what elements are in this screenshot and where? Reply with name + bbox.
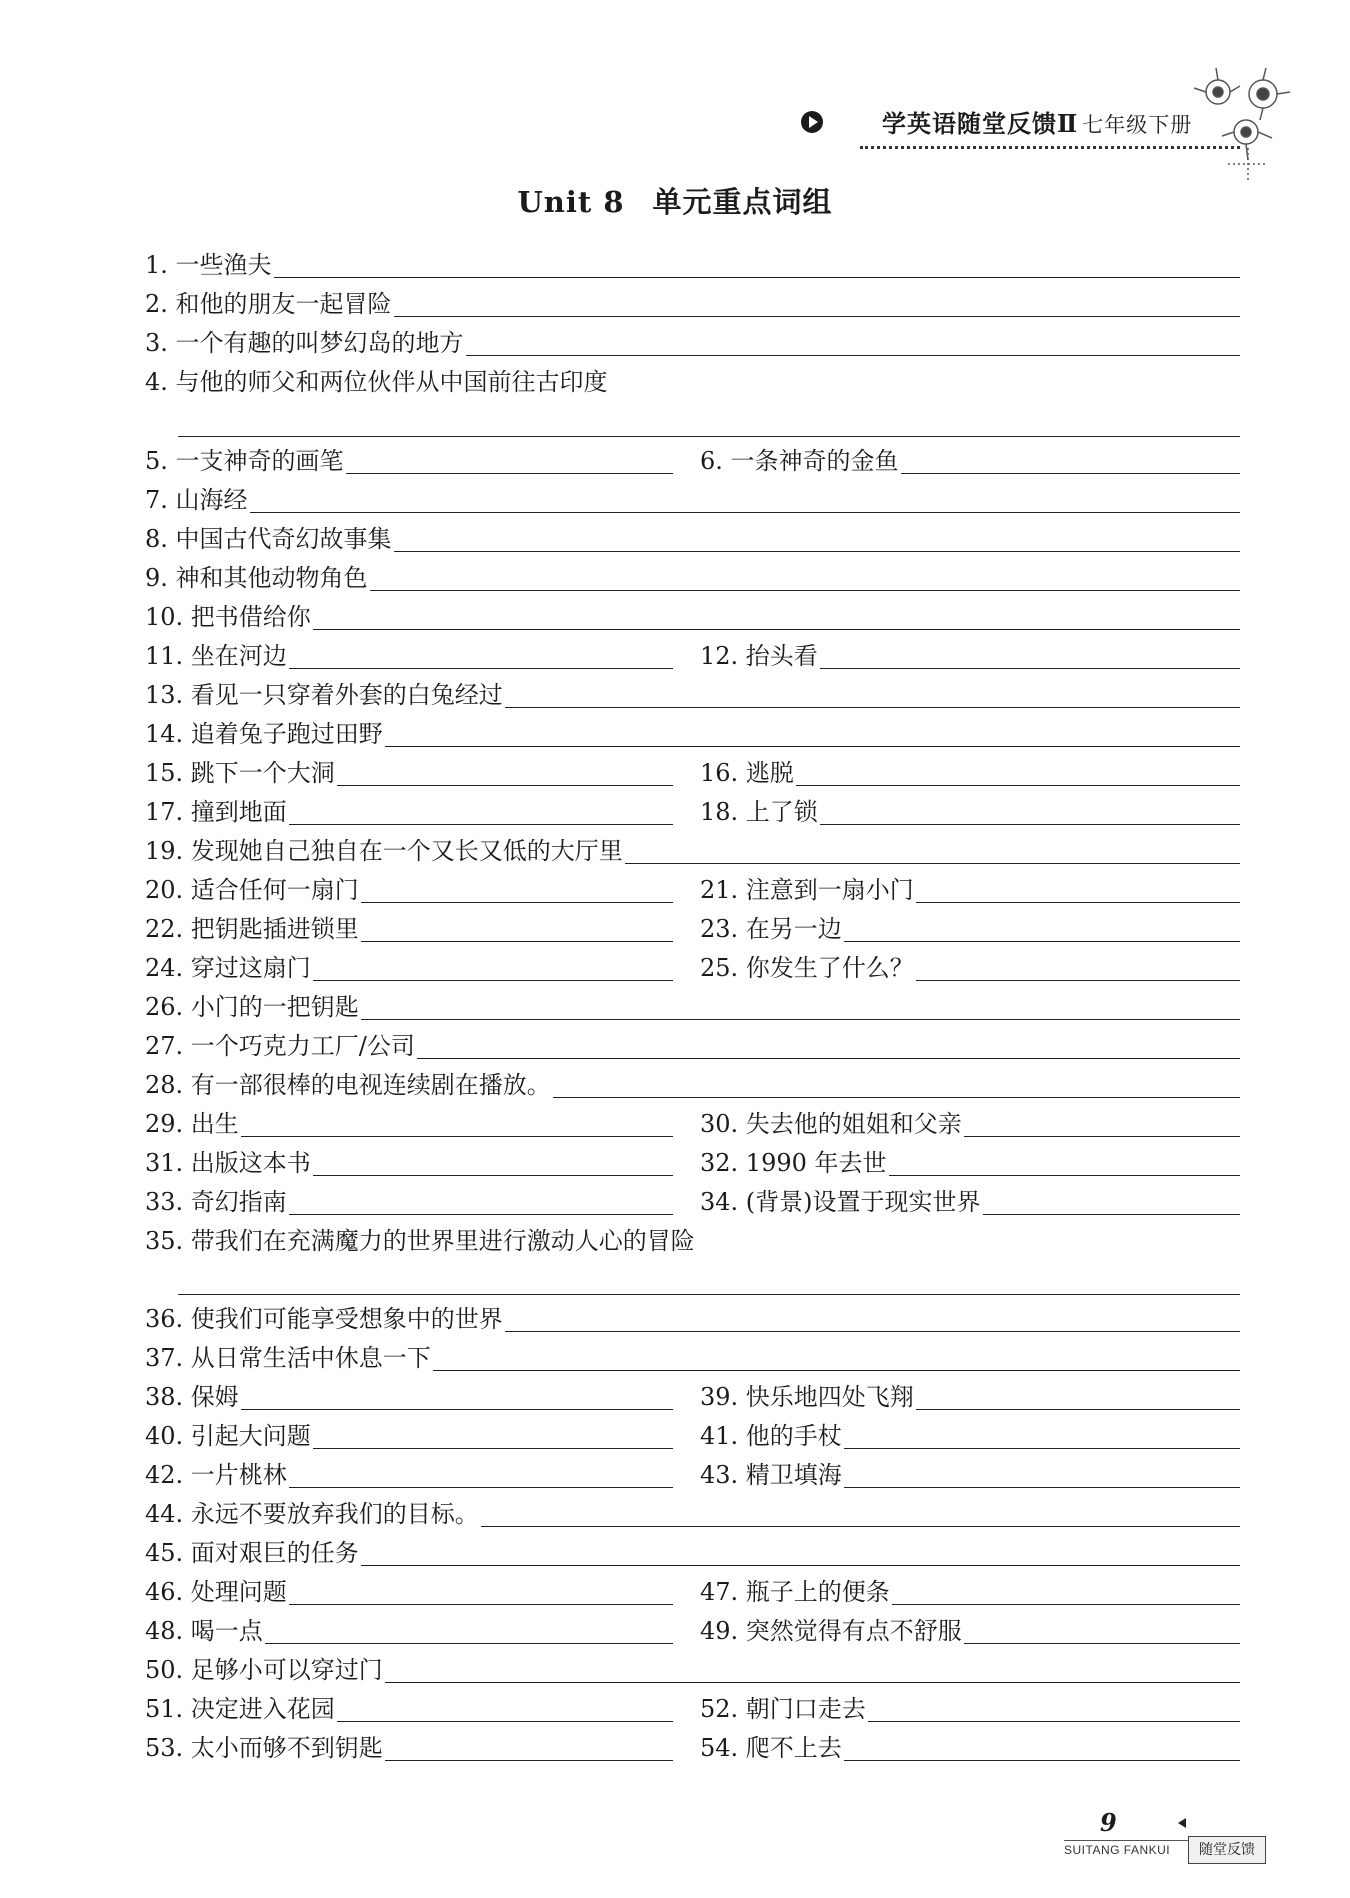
answer-blank[interactable] — [466, 351, 1240, 356]
grade-label: 七年级下册 — [1082, 113, 1193, 137]
answer-blank[interactable] — [370, 586, 1240, 591]
phrase-item: 39. 快乐地四处飞翔 — [700, 1380, 1240, 1412]
answer-blank[interactable] — [178, 1294, 1240, 1295]
footer-brand: SUITANG FANKUI — [1064, 1843, 1171, 1857]
arrow-left-icon — [1178, 1818, 1186, 1828]
answer-blank[interactable] — [337, 781, 673, 786]
answer-blank[interactable] — [820, 820, 1240, 825]
answer-blank[interactable] — [394, 312, 1240, 317]
footer-mark: 随堂反馈 — [1188, 1836, 1266, 1864]
series-title — [882, 104, 1192, 139]
phrase-item: 7. 山海经 — [145, 483, 1240, 515]
answer-blank[interactable] — [964, 1639, 1240, 1644]
answer-blank[interactable] — [868, 1717, 1240, 1722]
phrase-item: 34. (背景)设置于现实世界 — [700, 1185, 1240, 1217]
phrase-item: 15. 跳下一个大洞 — [145, 756, 673, 788]
answer-blank[interactable] — [265, 1639, 673, 1644]
phrase-item: 24. 穿过这扇门 — [145, 951, 673, 983]
answer-blank[interactable] — [844, 1444, 1240, 1449]
answer-blank[interactable] — [844, 1483, 1240, 1488]
phrase-item: 28. 有一部很棒的电视连续剧在播放。 — [145, 1068, 1240, 1100]
phrase-item: 48. 喝一点 — [145, 1614, 673, 1646]
answer-blank[interactable] — [820, 664, 1240, 669]
answer-blank[interactable] — [983, 1210, 1240, 1215]
phrase-item: 54. 爬不上去 — [700, 1731, 1240, 1763]
phrase-item: 9. 神和其他动物角色 — [145, 561, 1240, 593]
answer-blank[interactable] — [394, 547, 1240, 552]
phrase-item: 23. 在另一边 — [700, 912, 1240, 944]
phrase-item: 30. 失去他的姐姐和父亲 — [700, 1107, 1240, 1139]
answer-blank[interactable] — [385, 1756, 673, 1761]
phrase-item: 46. 处理问题 — [145, 1575, 673, 1607]
answer-blank[interactable] — [361, 1015, 1240, 1020]
answer-blank[interactable] — [892, 1600, 1240, 1605]
answer-blank[interactable] — [337, 1717, 673, 1722]
phrase-item: 44. 永远不要放弃我们的目标。 — [145, 1497, 1240, 1529]
answer-blank[interactable] — [289, 1483, 673, 1488]
phrase-item: 26. 小门的一把钥匙 — [145, 990, 1240, 1022]
answer-blank[interactable] — [844, 937, 1240, 942]
answer-blank[interactable] — [289, 1600, 673, 1605]
phrase-item: 19. 发现她自己独自在一个又长又低的大厅里 — [145, 834, 1240, 866]
page-header — [800, 104, 1240, 144]
phrase-item: 12. 抬头看 — [700, 639, 1240, 671]
phrase-item: 21. 注意到一扇小门 — [700, 873, 1240, 905]
phrase-item: 25. 你发生了什么？ — [700, 951, 1240, 983]
flower-decoration-icon — [1188, 64, 1298, 184]
phrase-item: 18. 上了锁 — [700, 795, 1240, 827]
phrase-item: 43. 精卫填海 — [700, 1458, 1240, 1490]
answer-blank[interactable] — [553, 1093, 1240, 1098]
answer-blank[interactable] — [481, 1522, 1240, 1527]
unit-title — [0, 180, 1350, 221]
answer-blank[interactable] — [274, 273, 1240, 278]
phrase-item: 32. 1990 年去世 — [700, 1146, 1240, 1178]
phrase-item: 33. 奇幻指南 — [145, 1185, 673, 1217]
phrase-item: 36. 使我们可能享受想象中的世界 — [145, 1302, 1240, 1334]
answer-blank[interactable] — [505, 1327, 1240, 1332]
answer-blank[interactable] — [505, 703, 1240, 708]
answer-blank[interactable] — [964, 1132, 1240, 1137]
answer-blank[interactable] — [916, 976, 1240, 981]
phrase-item: 53. 太小而够不到钥匙 — [145, 1731, 673, 1763]
answer-blank[interactable] — [313, 1444, 673, 1449]
answer-blank[interactable] — [901, 469, 1240, 474]
phrase-item: 38. 保姆 — [145, 1380, 673, 1412]
phrase-item: 35. 带我们在充满魔力的世界里进行激动人心的冒险 — [145, 1227, 695, 1255]
answer-blank[interactable] — [417, 1054, 1240, 1059]
unit-number: Unit 8 — [517, 185, 625, 219]
phrase-item: 16. 逃脱 — [700, 756, 1240, 788]
phrase-item: 6. 一条神奇的金鱼 — [700, 444, 1240, 476]
phrase-item: 51. 决定进入花园 — [145, 1692, 673, 1724]
phrase-item: 22. 把钥匙插进锁里 — [145, 912, 673, 944]
answer-blank[interactable] — [313, 1171, 673, 1176]
phrase-item: 45. 面对艰巨的任务 — [145, 1536, 1240, 1568]
phrase-item: 17. 撞到地面 — [145, 795, 673, 827]
phrase-item: 29. 出生 — [145, 1107, 673, 1139]
phrase-item: 20. 适合任何一扇门 — [145, 873, 673, 905]
phrase-item: 2. 和他的朋友一起冒险 — [145, 287, 1240, 319]
phrase-item: 3. 一个有趣的叫梦幻岛的地方 — [145, 326, 1240, 358]
answer-blank[interactable] — [361, 1561, 1240, 1566]
phrase-item: 37. 从日常生活中休息一下 — [145, 1341, 1240, 1373]
phrase-item: 50. 足够小可以穿过门 — [145, 1653, 1240, 1685]
page-number: 9 — [1100, 1808, 1117, 1837]
answer-blank[interactable] — [289, 1210, 673, 1215]
header-dotted-rule — [860, 146, 1240, 149]
answer-blank[interactable] — [916, 1405, 1240, 1410]
answer-blank[interactable] — [241, 1132, 673, 1137]
answer-blank[interactable] — [346, 469, 673, 474]
answer-blank[interactable] — [289, 664, 673, 669]
phrase-item: 13. 看见一只穿着外套的白兔经过 — [145, 678, 1240, 710]
phrase-item: 4. 与他的师父和两位伙伴从中国前往古印度 — [145, 368, 608, 396]
answer-blank[interactable] — [916, 898, 1240, 903]
phrase-item: 8. 中国古代奇幻故事集 — [145, 522, 1240, 554]
phrase-item: 1. 一些渔夫 — [145, 248, 1240, 280]
phrase-item: 47. 瓶子上的便条 — [700, 1575, 1240, 1607]
answer-blank[interactable] — [796, 781, 1240, 786]
phrase-item: 14. 追着兔子跑过田野 — [145, 717, 1240, 749]
phrase-item: 42. 一片桃林 — [145, 1458, 673, 1490]
answer-blank[interactable] — [889, 1171, 1240, 1176]
answer-blank[interactable] — [313, 625, 1240, 630]
play-icon — [800, 110, 824, 134]
answer-blank[interactable] — [361, 937, 673, 942]
answer-blank[interactable] — [313, 976, 673, 981]
answer-blank[interactable] — [385, 1678, 1240, 1683]
phrase-item: 27. 一个巧克力工厂/公司 — [145, 1029, 1240, 1061]
answer-blank[interactable] — [250, 508, 1240, 513]
answer-blank[interactable] — [361, 898, 673, 903]
phrase-item: 40. 引起大问题 — [145, 1419, 673, 1451]
answer-blank[interactable] — [178, 436, 1240, 437]
phrase-item: 49. 突然觉得有点不舒服 — [700, 1614, 1240, 1646]
unit-topic: 单元重点词组 — [652, 185, 833, 219]
phrase-item: 52. 朝门口走去 — [700, 1692, 1240, 1724]
phrase-item: 10. 把书借给你 — [145, 600, 1240, 632]
phrase-item: 31. 出版这本书 — [145, 1146, 673, 1178]
answer-blank[interactable] — [433, 1366, 1240, 1371]
series-name: 学英语随堂反馈Ⅱ — [882, 109, 1079, 138]
answer-blank[interactable] — [241, 1405, 673, 1410]
answer-blank[interactable] — [844, 1756, 1240, 1761]
phrase-item: 5. 一支神奇的画笔 — [145, 444, 673, 476]
phrase-item: 41. 他的手杖 — [700, 1419, 1240, 1451]
answer-blank[interactable] — [289, 820, 673, 825]
answer-blank[interactable] — [625, 859, 1240, 864]
answer-blank[interactable] — [385, 742, 1240, 747]
phrase-item: 11. 坐在河边 — [145, 639, 673, 671]
